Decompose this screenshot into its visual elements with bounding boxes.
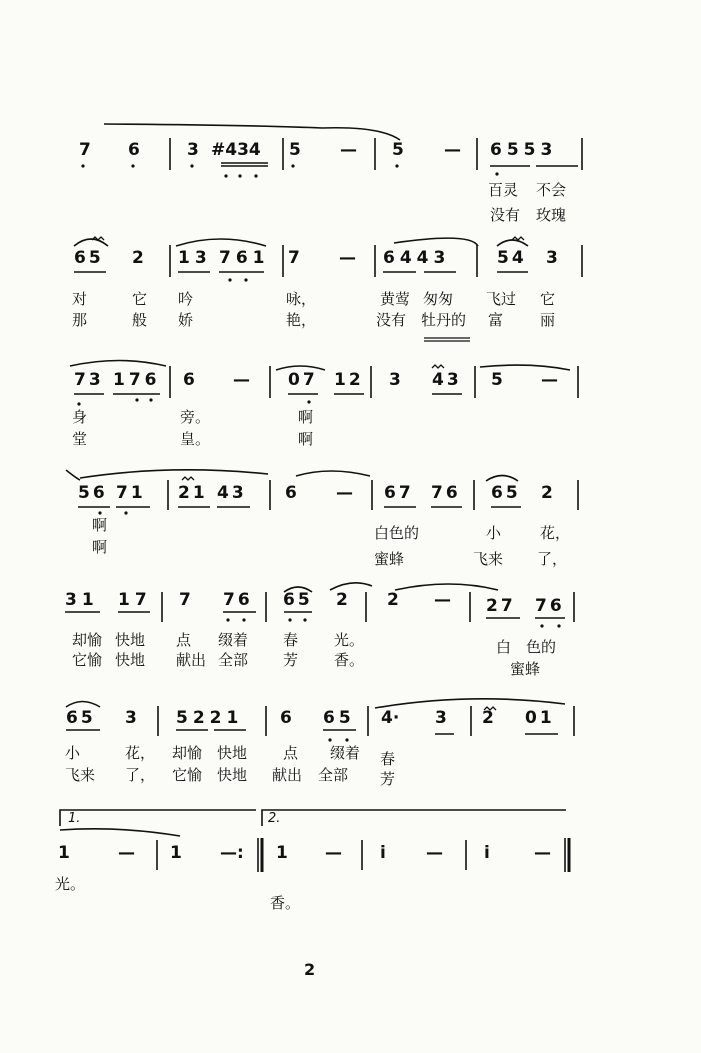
lyric: 蜜蜂 [510,660,541,678]
system-6-marks [66,699,574,742]
lyric: 色的 [526,638,557,656]
note: 5 [491,370,503,390]
lyric: 娇 [178,311,194,329]
note: 3 [389,370,401,390]
lyric: 吟 [178,290,194,308]
note: 4· [381,708,400,728]
note-group: 6553 [490,140,558,160]
lyric: 啊 [92,538,108,556]
note: 2 [387,590,399,610]
note-group: 65 [66,708,96,728]
note: 7 [179,590,191,610]
lyric: 牡丹的 [421,311,467,329]
lyric: 飞来 [65,766,96,784]
note-group: 43 [217,483,247,503]
lyric: 小 [65,744,81,762]
note: i [380,843,386,863]
note-group: 43 [432,370,462,390]
lyric: 百灵 [488,181,519,199]
note-group: #434 [211,140,261,160]
lyric: 快地 [115,651,146,669]
lyric: 全部 [318,766,349,784]
lyric: 艳， [286,311,317,329]
note: 2 [336,590,348,610]
dash: — [339,248,356,268]
dash: — [534,843,551,863]
lyric: 香。 [270,894,301,912]
lyric: 快地 [217,744,248,762]
note-group: 176 [113,370,161,390]
note-group: 31 [65,590,99,610]
note: 6 [280,708,292,728]
note: i [484,843,490,863]
note: 3 [187,140,199,160]
note-group: 6443 [383,248,451,268]
dash: — [426,843,443,863]
note: 5 [392,140,404,160]
note-group: 17 [118,590,152,610]
lyric: 没有 [490,206,521,224]
lyric: 快地 [115,631,146,649]
note: 5 [289,140,301,160]
dash: —: [220,843,244,863]
ending-1-label: 1. [68,811,81,826]
note-group: 65 [491,483,521,503]
note-group: 12 [334,370,364,390]
lyric: 芳 [283,651,299,669]
lyric: 它 [540,290,556,308]
note-group: 13 [178,248,212,268]
lyric: 光。 [334,631,365,649]
lyric: 点 [283,744,299,762]
note-group: 54 [497,248,527,268]
system-7-marks [60,810,569,872]
lyric: 小 [486,524,502,542]
lyric: 玫瑰 [536,206,567,224]
note-group: 07 [288,370,318,390]
note: 6 [183,370,195,390]
note: 7 [79,140,91,160]
lyric: 咏， [286,290,317,308]
lyric: 了， [537,550,568,568]
lyric: 飞过 [486,290,517,308]
lyric: 献出 [176,651,207,669]
lyric: 富 [488,311,504,329]
lyric: 花， [125,744,156,762]
lyric: 堂 [72,430,88,448]
note-group: 5221 [176,708,244,728]
lyric: 没有 [376,311,407,329]
note-group: 21 [178,483,208,503]
lyric: 匆匆 [423,290,454,308]
lyric: 花， [540,524,571,542]
page-number: 2 [304,960,316,979]
lyric: 身 [72,408,88,426]
lyric: 点 [176,631,192,649]
note: 6 [285,483,297,503]
dash: — [233,370,250,390]
lyric: 它愉 [72,651,103,669]
dash: — [340,140,357,160]
note-group: 65 [74,248,104,268]
lyric: 啊 [92,516,108,534]
note: 7 [288,248,300,268]
note: 2 [132,248,144,268]
note-group: 76 [431,483,461,503]
lyric: 啊 [298,430,314,448]
note: 1 [170,843,182,863]
dash: — [325,843,342,863]
note: 3 [435,708,447,728]
lyric: 飞来 [473,550,504,568]
lyric: 蜜蜂 [374,550,405,568]
note: 2 [541,483,553,503]
note: 6 [128,140,140,160]
dash: — [434,590,451,610]
note-group: 65 [323,708,355,728]
note-group: 761 [219,248,270,268]
dash: — [444,140,461,160]
lyric: 快地 [217,766,248,784]
lyric: 皇。 [180,430,211,448]
note-group: 76 [223,590,253,610]
lyric: 那 [72,311,88,329]
lyric: 全部 [218,651,249,669]
lyric: 旁。 [180,408,211,426]
lyric: 般 [132,311,148,329]
lyric: 春 [380,750,396,768]
lyric: 对 [72,290,88,308]
lyric: 它愉 [172,766,203,784]
lyric: 缀着 [330,744,361,762]
note-group: 56 [78,483,108,503]
lyric: 啊 [298,408,314,426]
lyric: 黄莺 [380,290,411,308]
dash: — [336,483,353,503]
note-group: 73 [74,370,104,390]
note: 2 [482,708,494,728]
note: 3 [546,248,558,268]
lyric: 白色的 [374,524,420,542]
note-group: 76 [535,596,565,616]
note-group: 01 [525,708,555,728]
lyric: 却愉 [172,744,203,762]
note-group: 65 [283,590,313,610]
lyric: 光。 [55,875,86,893]
note-group: 71 [116,483,146,503]
lyric: 缀着 [218,631,249,649]
note: 3 [125,708,137,728]
lyric: 献出 [272,766,303,784]
ending-2-label: 2. [268,811,281,826]
dash: — [541,370,558,390]
lyric: 却愉 [72,631,103,649]
lyric: 春 [283,631,299,649]
lyric: 不会 [536,181,567,199]
lyric: 芳 [380,770,396,788]
note-group: 67 [384,483,414,503]
note: 1 [276,843,288,863]
lyric: 白 [496,638,512,656]
note: 1 [58,843,70,863]
note-group: 27 [486,596,516,616]
lyric: 香。 [334,651,365,669]
dash: — [118,843,135,863]
lyric: 了， [125,766,156,784]
lyric: 它 [132,290,148,308]
lyric: 丽 [540,311,556,329]
